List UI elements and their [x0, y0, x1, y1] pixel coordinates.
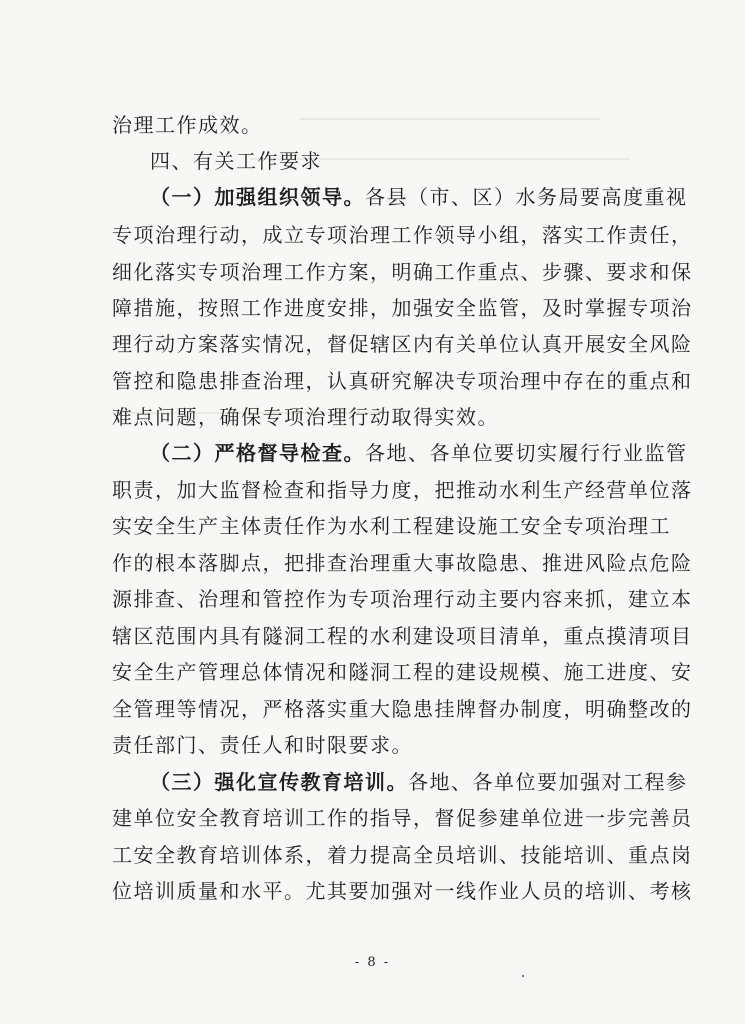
paragraph-1-line-4: 障措施，按照工作进度安排，加强安全监管，及时掌握专项治 [112, 296, 693, 320]
paragraph-3-line-3: 工安全教育培训体系，着力提高全员培训、技能培训、重点岗 [112, 843, 693, 867]
paragraph-2-line-6: 辖区范围内具有隧洞工程的水利建设项目清单，重点摸清项目 [112, 624, 693, 648]
paragraph-2-line-7: 安全生产管理总体情况和隧洞工程的建设规模、施工进度、安 [112, 660, 693, 684]
paragraph-3-title: （三）强化宣传教育培训。 [150, 770, 408, 794]
paragraph-2-line-3: 实安全生产主体责任作为水利工程建设施工安全专项治理工 [112, 514, 671, 538]
paragraph-3-line-2: 建单位安全教育培训工作的指导，督促参建单位进一步完善员 [112, 806, 693, 830]
paragraph-2-line-2: 职责，加大监督检查和指导力度，把推动水利生产经营单位落 [112, 478, 693, 502]
opening-line: 治理工作成效。 [112, 113, 263, 137]
paragraph-3-line-1: （三）强化宣传教育培训。各地、各单位要加强对工程参 [150, 770, 688, 794]
scan-speck [522, 975, 524, 977]
section-heading: 四、有关工作要求 [150, 149, 322, 173]
paragraph-2-line-4: 作的根本落脚点，把排查治理重大事故隐患、推进风险点危险 [112, 551, 693, 575]
paragraph-2-line-5: 源排查、治理和管控作为专项治理行动主要内容来抓，建立本 [112, 587, 693, 611]
paragraph-1-line-1: （一）加强组织领导。各县（市、区）水务局要高度重视 [150, 185, 688, 209]
paragraph-1-title: （一）加强组织领导。 [150, 185, 365, 209]
paragraph-2-line-9: 责任部门、责任人和时限要求。 [112, 733, 413, 757]
paragraph-1-line-2: 专项治理行动，成立专项治理工作领导小组，落实工作责任， [112, 223, 693, 247]
page-number: - 8 - [354, 955, 391, 970]
paragraph-2-line-1: （二）严格督导检查。各地、各单位要切实履行行业监管 [150, 441, 688, 465]
paragraph-1-line-3: 细化落实专项治理工作方案，明确工作重点、步骤、要求和保 [112, 260, 693, 284]
paragraph-2-line-8: 全管理等情况，严格落实重大隐患挂牌督办制度，明确整改的 [112, 697, 693, 721]
paragraph-1-line-5: 理行动方案落实情况，督促辖区内有关单位认真开展安全风险 [112, 332, 693, 356]
paragraph-2-title: （二）严格督导检查。 [150, 441, 365, 465]
paragraph-1-line-6: 管控和隐患排查治理，认真研究解决专项治理中存在的重点和 [112, 369, 693, 393]
paragraph-3-line-4: 位培训质量和水平。尤其要加强对一线作业人员的培训、考核 [112, 879, 693, 903]
paragraph-1-line-7: 难点问题，确保专项治理行动取得实效。 [112, 405, 499, 429]
